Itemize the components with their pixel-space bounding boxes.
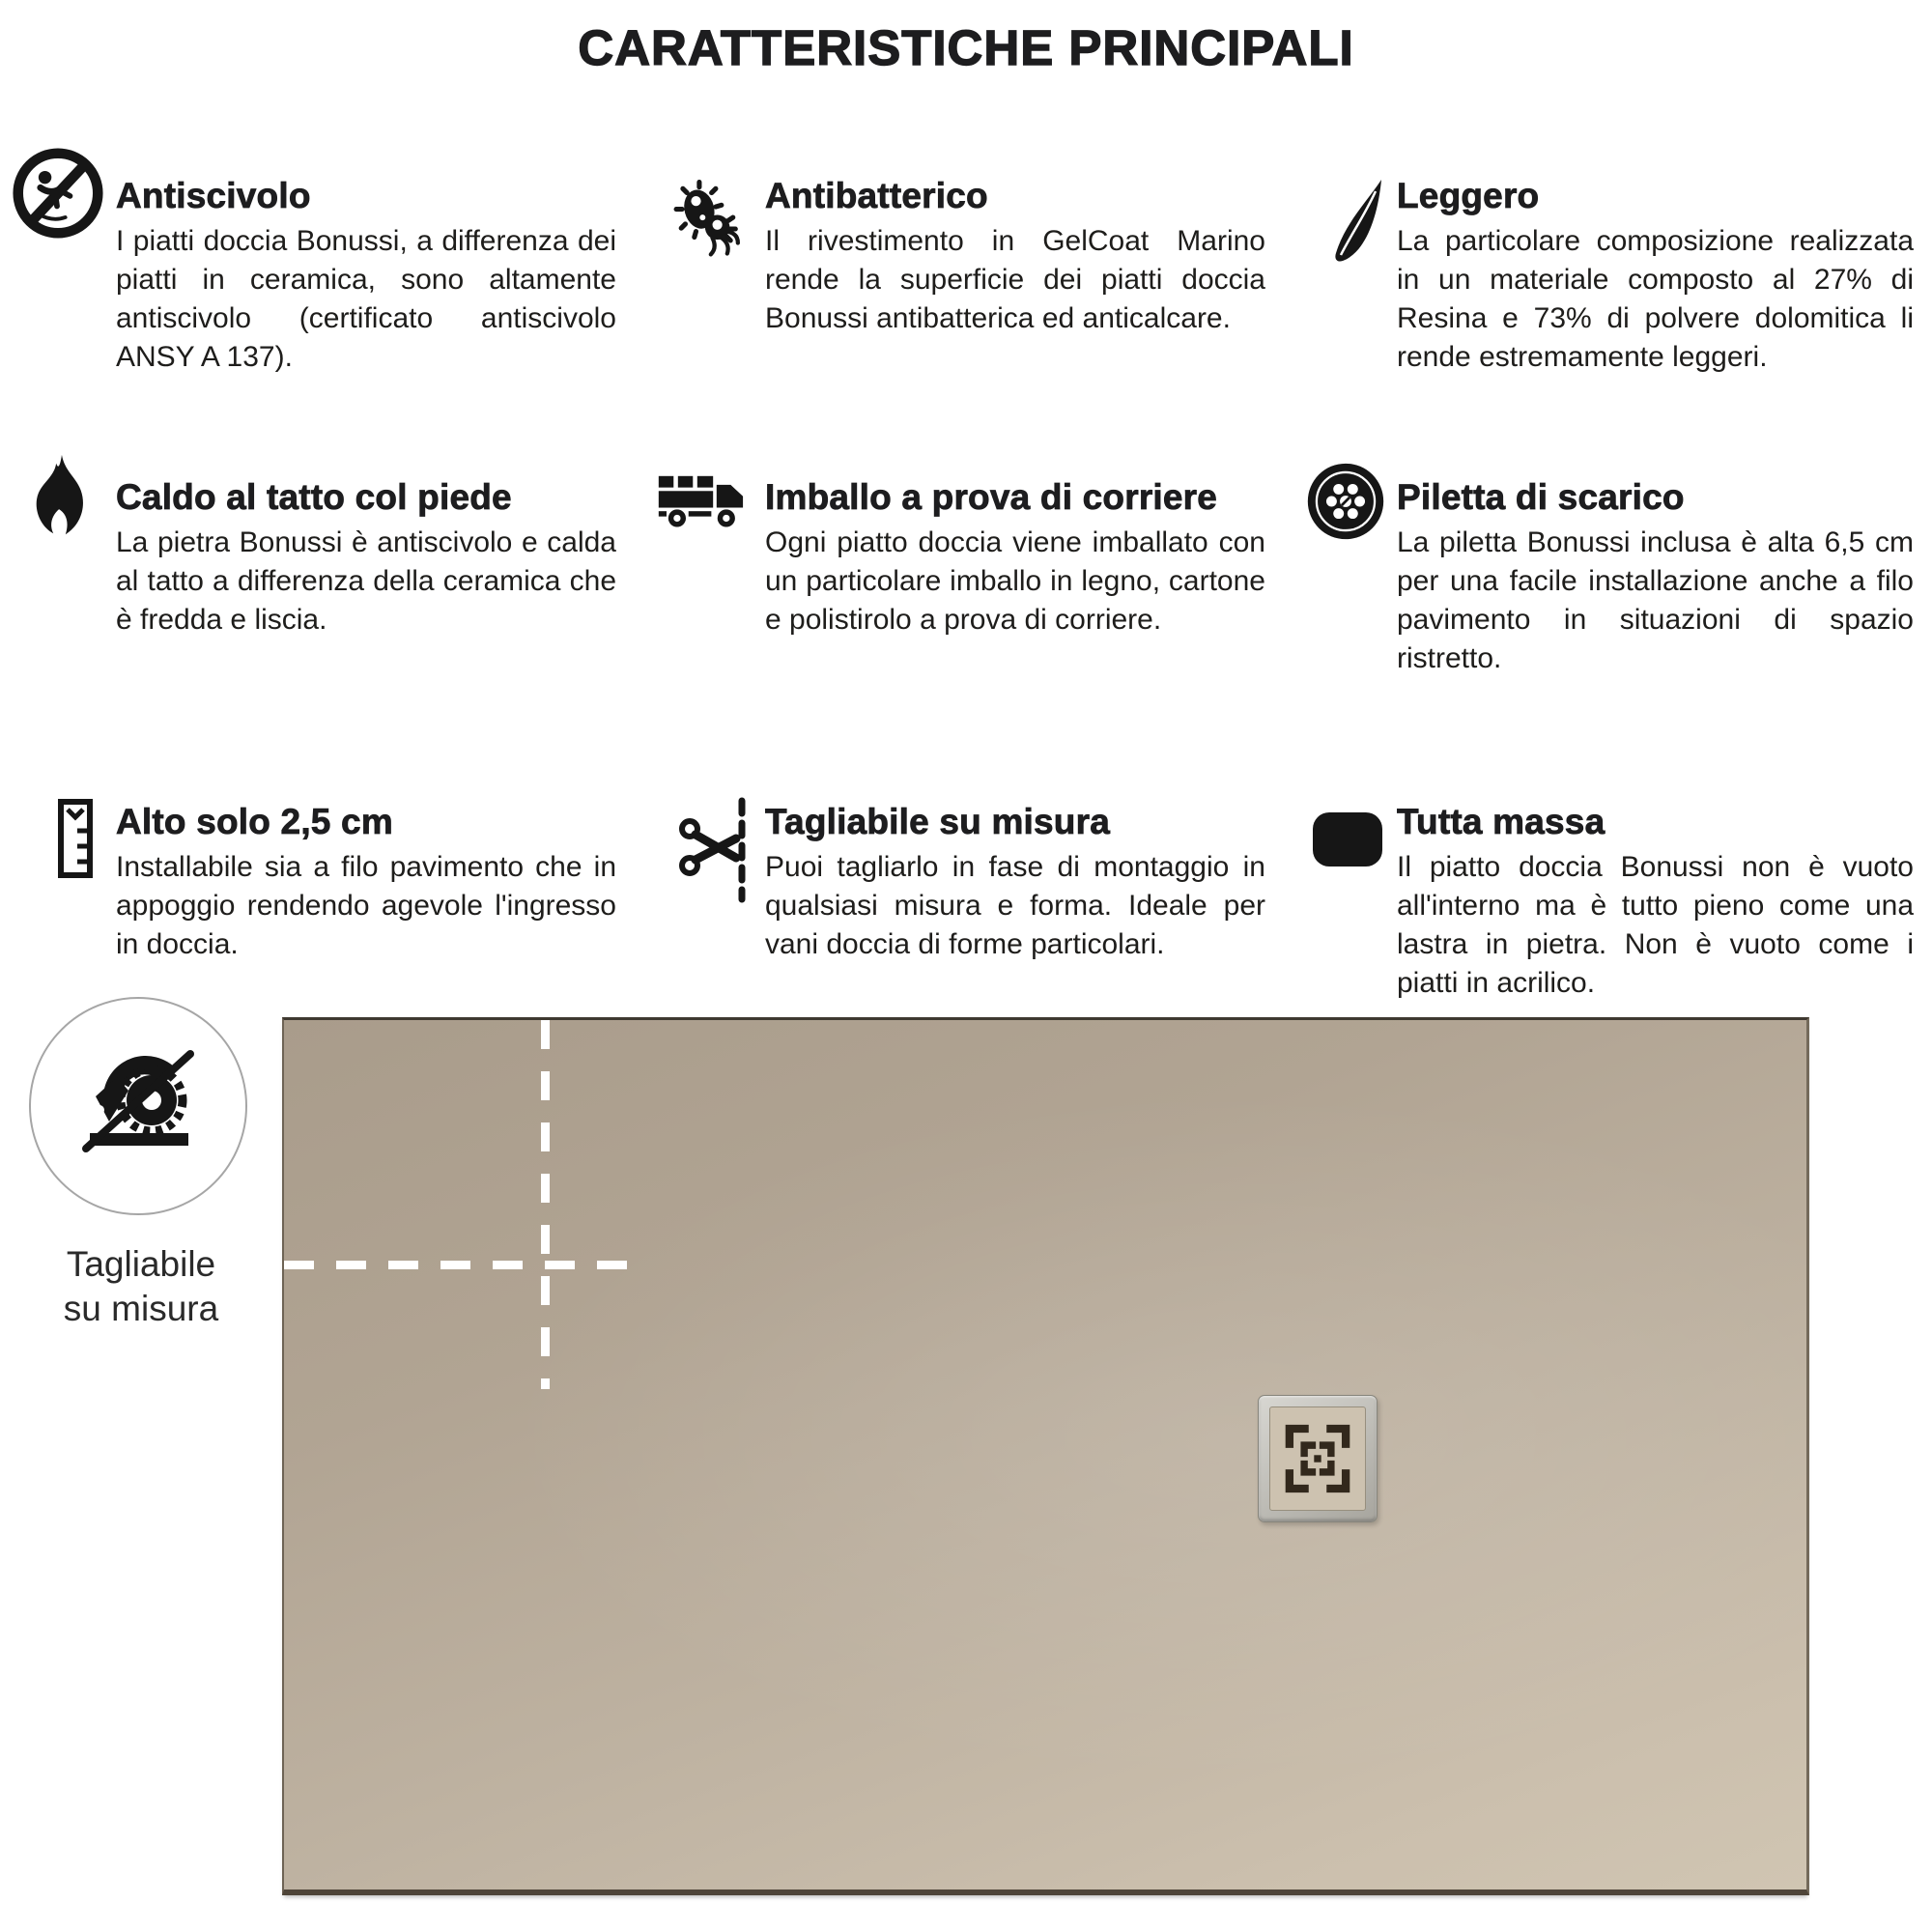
feature-title: Leggero <box>1397 176 1540 215</box>
feature-imballo <box>657 446 1265 639</box>
feature-text: La piletta Bonussi inclusa è alta 6,5 cm per una facile installazione anche a filo pavimento in situazioni di spazio ristretto. <box>1397 526 1914 674</box>
feature-title: Alto solo 2,5 cm <box>116 802 393 841</box>
drain-plate <box>1269 1406 1366 1511</box>
scissors-icon <box>657 771 753 964</box>
ruler-icon <box>8 771 104 964</box>
feature-title: Caldo al tatto col piede <box>116 477 512 517</box>
drain-pattern-icon <box>1282 1420 1353 1497</box>
cut-badge-label <box>0 1242 282 1331</box>
feature-title: Imballo a prova di corriere <box>765 477 1218 517</box>
no-slip-icon <box>8 145 104 377</box>
feature-antibatterico <box>657 145 1265 338</box>
solid-mass-icon <box>1302 771 1385 1003</box>
feature-text: Installabile sia a filo pavimento che in appoggio rendendo agevole l'ingresso in doccia. <box>116 851 616 960</box>
feature-title: Antibatterico <box>765 176 988 215</box>
feature-title: Piletta di scarico <box>1397 477 1685 517</box>
truck-icon <box>657 446 753 639</box>
feather-icon <box>1302 145 1385 377</box>
feature-tagliabile <box>657 771 1265 964</box>
drain-icon <box>1302 446 1385 678</box>
feature-text: Il rivestimento in GelCoat Marino rende la superficie dei piatti doccia Bonussi antibatterica ed anticalcare. <box>765 225 1265 334</box>
feature-leggero <box>1302 145 1914 377</box>
cut-badge-label-line1: Tagliabile <box>66 1244 216 1284</box>
cut-line-horizontal <box>284 1261 643 1269</box>
feature-caldo-al-tatto <box>8 446 616 639</box>
feature-title: Antiscivolo <box>116 176 311 215</box>
feature-alto-solo <box>8 771 616 964</box>
cut-line-vertical <box>541 1020 550 1389</box>
miter-saw-icon <box>71 1037 206 1177</box>
drain-cover <box>1258 1395 1378 1522</box>
feature-text: Ogni piatto doccia viene imballato con un particolare imballo in legno, cartone e polistirolo a prova di corriere. <box>765 526 1265 636</box>
feature-title: Tutta massa <box>1397 802 1605 841</box>
feature-text: La particolare composizione realizzata in un materiale composto al 27% di Resina e 73% di polvere dolomitica li rende estremamente leggeri. <box>1397 225 1914 373</box>
feature-title: Tagliabile su misura <box>765 802 1110 841</box>
bacteria-icon <box>657 145 753 338</box>
cut-badge-label-line2: su misura <box>63 1289 219 1328</box>
feature-text: I piatti doccia Bonussi, a differenza dei piatti in ceramica, sono altamente antiscivolo (certificato antiscivolo ANSY A 137). <box>116 225 616 373</box>
shower-tray-image <box>282 1017 1809 1895</box>
page-title: CARATTERISTICHE PRINCIPALI <box>578 20 1354 75</box>
feature-text: Puoi tagliarlo in fase di montaggio in qualsiasi misura e forma. Ideale per vani doccia di forme particolari. <box>765 851 1265 960</box>
cut-badge-circle <box>29 997 247 1215</box>
feature-text: La pietra Bonussi è antiscivolo e calda al tatto a differenza della ceramica che è fredda e liscia. <box>116 526 616 636</box>
feature-antiscivolo <box>8 145 616 377</box>
feature-text: Il piatto doccia Bonussi non è vuoto all'interno ma è tutto pieno come una lastra in pietra. Non è vuoto come i piatti in acrilico. <box>1397 851 1914 999</box>
feature-piletta <box>1302 446 1914 678</box>
feature-tutta-massa <box>1302 771 1914 1003</box>
flame-icon <box>8 446 104 639</box>
